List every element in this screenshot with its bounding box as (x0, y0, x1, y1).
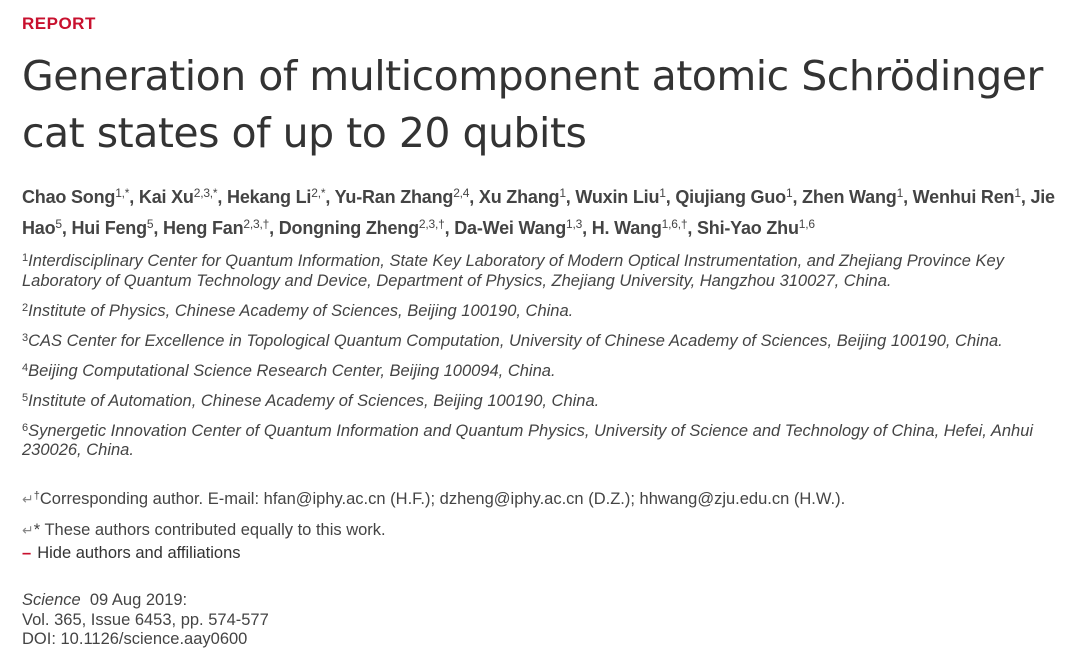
affiliation-item (22, 252, 1062, 291)
dagger-mark: † (33, 490, 40, 502)
citation-doi: DOI: 10.1126/science.aay0600 (22, 630, 248, 648)
affiliation-text: CAS Center for Excellence in Topological Quantum Computation, University of Chinese Academy of Sciences, Beijing 100190, China. (28, 331, 1003, 350)
corresponding-prefix: Corresponding author. E-mail: (39, 490, 264, 508)
author-affiliation-marks: 5 (55, 217, 62, 231)
author-name-text: H. Wang (591, 218, 662, 238)
email-owner: (H.F.); (385, 490, 440, 508)
author-affiliation-marks: 2,3,* (193, 186, 218, 200)
author-list: Chao Song$^{1,*}$, Kai $Xu^{2,3,*}$, Hekang $Li^{2,*}$, Yu-Ran Zhang$^{2,4}$, Xu Zhang$^1$, Wuxin Liu$^1$, Qiujiang Guo$^1$, Zhen Wang$^1$, Wenhui Ren$^1$, Jie Hao$^5$, Hui Feng$^5$, Heng Fan$^{2,3,\dagger}$, Dongning Zheng$^{2,3,\dagger}$, Da-Wei Wang$^{1,3}$, H. Wang$^{1,6,\dagger}$, Shi-Yao Zhu$^{1,6}$ (22, 186, 1055, 238)
article-title: Generation of multicomponent atomic Schrödinger cat states of up to 20 qubits (22, 52, 1043, 157)
citation-journal-line (22, 591, 269, 611)
affiliation-item (22, 302, 1062, 322)
author-name-text: Xu Zhang (478, 187, 560, 207)
author-name[interactable] (913, 187, 1021, 207)
author-affiliation-marks: 2,3,† (243, 217, 270, 231)
email-owner: (H.W.). (789, 490, 846, 508)
article-type-label: REPORT (22, 14, 96, 33)
author-affiliation-marks: 1,3 (566, 217, 583, 231)
affiliation-item (22, 362, 1062, 382)
author-name-text: Jie Hao (22, 187, 1055, 238)
affiliation-number: 4 (22, 361, 29, 374)
hide-authors-toggle[interactable] (22, 544, 241, 563)
email-owner: (D.Z.); (583, 490, 640, 508)
affiliation-number: 2 (22, 301, 29, 314)
email-link-dzheng[interactable]: dzheng@iphy.ac.cn (439, 490, 584, 508)
author-name[interactable] (279, 218, 445, 238)
author-name[interactable] (139, 187, 218, 207)
email-link-hhwang[interactable]: hhwang@zju.edu.cn (639, 490, 790, 508)
author-name-text: Chao Song (22, 187, 116, 207)
affiliation-item (22, 422, 1062, 461)
author-affiliation-marks: 1,6 (798, 217, 815, 231)
author-name[interactable] (227, 187, 325, 207)
corresponding-author-note (22, 490, 1062, 509)
return-arrow-icon: ↵ (22, 522, 34, 538)
author-name[interactable] (163, 218, 269, 238)
author-name[interactable] (22, 187, 129, 207)
author-name-text: Yu-Ran Zhang (334, 187, 454, 207)
equal-contribution-text: * These authors contributed equally to this work. (33, 521, 386, 539)
author-affiliation-marks: 1,* (115, 186, 130, 200)
author-name-text: Kai Xu (138, 187, 194, 207)
author-name-text: Heng Fan (163, 218, 244, 238)
journal-name: Science (22, 591, 81, 609)
author-name-text: Wuxin Liu (575, 187, 660, 207)
author-affiliation-marks: 1 (559, 186, 566, 200)
affiliation-text: Synergetic Innovation Center of Quantum Information and Quantum Physics, University of Science and Technology of China, Hefei, Anhui 230026, China. (22, 421, 1034, 459)
author-name-text: Qiujiang Guo (675, 187, 786, 207)
affiliation-list (22, 252, 1062, 471)
author-name-text: Hui Feng (71, 218, 147, 238)
author-affiliation-marks: 2,4 (453, 186, 470, 200)
affiliation-number: 1 (22, 252, 29, 264)
equal-contribution-note (22, 521, 1062, 540)
author-affiliation-marks: 1 (659, 186, 666, 200)
author-name[interactable] (335, 187, 470, 207)
affiliation-text: Institute of Physics, Chinese Academy of Sciences, Beijing 100190, China. (28, 301, 574, 320)
citation-volume: Vol. 365, Issue 6453, pp. 574-577 (22, 610, 269, 629)
author-name-text: Zhen Wang (802, 187, 897, 207)
author-name-text: Wenhui Ren (912, 187, 1015, 207)
affiliation-number: 3 (22, 331, 29, 344)
hide-authors-label: Hide authors and affiliations (37, 544, 241, 562)
author-affiliation-marks: 5 (146, 217, 154, 231)
author-affiliation-marks: 1 (785, 186, 793, 200)
author-affiliation-marks: 1,6,† (661, 217, 688, 231)
affiliation-item (22, 392, 1062, 412)
author-name[interactable] (479, 187, 566, 207)
author-affiliation-marks: 1 (1014, 186, 1021, 200)
affiliation-number: 6 (22, 421, 29, 434)
author-name[interactable] (802, 187, 903, 207)
email-link-hfan[interactable]: hfan@iphy.ac.cn (263, 490, 386, 508)
author-affiliation-marks: 2,3,† (418, 217, 445, 231)
author-name[interactable] (575, 187, 665, 207)
author-affiliation-marks: 2,* (311, 186, 326, 200)
author-name-text: Shi-Yao Zhu (696, 218, 799, 238)
return-arrow-icon: ↵ (22, 491, 34, 507)
affiliation-item (22, 332, 1062, 352)
author-name-text: Dongning Zheng (278, 218, 419, 238)
affiliation-text: Beijing Computational Science Research Center, Beijing 100094, China. (28, 361, 556, 380)
author-name[interactable] (592, 218, 688, 238)
collapse-dash-icon: – (22, 544, 32, 562)
affiliation-number: 5 (22, 391, 29, 404)
citation-block (22, 591, 269, 650)
affiliation-text: Institute of Automation, Chinese Academy of Sciences, Beijing 100190, China. (28, 391, 600, 410)
author-name[interactable] (675, 187, 792, 207)
publication-date: 09 Aug 2019: (89, 591, 188, 609)
affiliation-text: Interdisciplinary Center for Quantum Information, State Key Laboratory of Modern Optical Instrumentation, and Zhejiang Province Key Laboratory of Quantum Technology and Device, Department of Physics, Zhejiang University, Hangzhou 310027, China. (22, 252, 1004, 290)
author-name[interactable] (697, 218, 815, 238)
author-name-text: Da-Wei Wang (454, 218, 567, 238)
author-affiliation-marks: 1 (896, 186, 904, 200)
author-name[interactable] (454, 218, 582, 238)
author-name[interactable] (72, 218, 154, 238)
author-name-text: Hekang Li (227, 187, 312, 207)
